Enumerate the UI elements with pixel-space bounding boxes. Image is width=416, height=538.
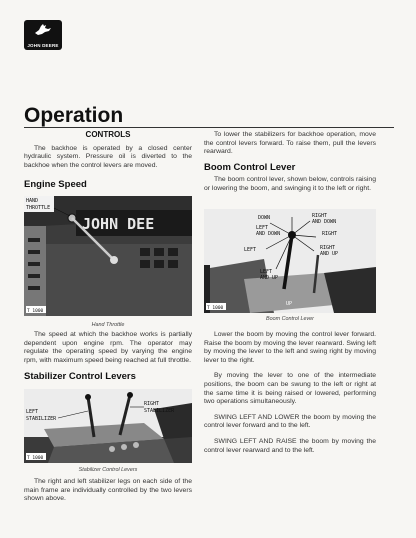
stabilizer-intro-text: To lower the stabilizers for backhoe operation, move the control levers forward. To raise them, pull the levers rearward. xyxy=(204,131,376,156)
stabilizer-caption: Stabilizer Control Levers xyxy=(78,467,138,473)
left-up-label-2: AND UP xyxy=(260,275,279,281)
stabilizer-text: The right and left stabilizer legs on each side of the main frame are individually controlled by the two levers shown above. xyxy=(24,478,192,503)
right-stab-label-1: RIGHT xyxy=(144,401,160,407)
right-stab-label-2: STABILIZER xyxy=(144,408,175,414)
right-column-bottom xyxy=(204,331,376,462)
right-column-top xyxy=(204,131,376,201)
engine-speed-heading: Engine Speed xyxy=(24,179,87,191)
hand-label-1: HAND xyxy=(26,198,39,204)
stabilizer-heading: Stabilizer Control Levers xyxy=(24,371,136,383)
controls-heading: CONTROLS xyxy=(85,130,131,139)
title-rule xyxy=(24,127,394,128)
right-up-label-1: RIGHT xyxy=(320,245,336,251)
logo-text: JOHN DEERE xyxy=(27,43,59,48)
controls-text: The backhoe is operated by a closed center hydraulic system. Pressure oil is diverted to the backhoe when the control levers are moved. xyxy=(24,144,192,169)
hand-throttle-caption: Hand Throttle xyxy=(91,322,125,328)
right-down-label-1: RIGHT xyxy=(312,213,328,219)
left-down-label-1: LEFT xyxy=(256,225,269,231)
page-title: Operation xyxy=(24,104,124,127)
boom-p3: SWING LEFT AND LOWER the boom by moving the control lever forward and to the left. xyxy=(204,413,376,430)
left-label: LEFT xyxy=(244,247,257,253)
right-label: RIGHT xyxy=(322,231,338,237)
controls-section xyxy=(24,131,192,190)
boom-p4: SWING LEFT AND RAISE the boom by moving the control lever rearward and to the left. xyxy=(204,437,376,454)
stabilizer-figure xyxy=(24,389,192,463)
hand-throttle-figure xyxy=(24,196,192,316)
left-stab-label-1: LEFT xyxy=(26,409,39,415)
down-label: DOWN xyxy=(258,215,271,221)
boom-caption: Boom Control Lever xyxy=(266,316,314,322)
left-down-label-2: AND DOWN xyxy=(256,231,281,237)
boom-text: The boom control lever, shown below, controls raising or lowering the boom, and swinging it to the left or right. xyxy=(204,176,376,192)
fig-id-1: T 1000 xyxy=(27,309,44,314)
john-deere-logo xyxy=(24,20,62,50)
engine-speed-text: The speed at which the backhoe works is partially dependent upon engine rpm. The operator may regulate the operating speed by varying the engine rpm, with maximum speed being reached at full throttle. xyxy=(24,331,192,364)
boom-lever-figure xyxy=(204,209,376,313)
panel-text: JOHN DEE xyxy=(82,215,155,233)
boom-p1: Lower the boom by moving the control lever forward. Raise the boom by moving the lever rearward. Swing left by moving the lever to the left and swing right by moving lever to the right. xyxy=(204,331,376,364)
deer-icon xyxy=(33,22,53,38)
stabilizer-section xyxy=(24,478,192,511)
engine-speed-section xyxy=(24,331,192,382)
right-down-label-2: AND DOWN xyxy=(312,219,337,225)
right-up-label-2: AND UP xyxy=(320,251,339,257)
hand-label-2: THROTTLE xyxy=(26,205,51,211)
up-label: UP xyxy=(286,301,293,307)
left-up-label-1: LEFT xyxy=(260,269,273,275)
left-stab-label-2: STABILIZER xyxy=(26,416,57,422)
fig-id-3: T 1000 xyxy=(207,306,224,311)
fig-id-2: T 1000 xyxy=(27,456,44,461)
boom-heading: Boom Control Lever xyxy=(204,161,296,173)
boom-p2: By moving the lever to one of the intermediate positions, the boom can be swung to the left or right at the same time it is being raised or lowered, performing two operations simultaneously. xyxy=(204,372,376,406)
